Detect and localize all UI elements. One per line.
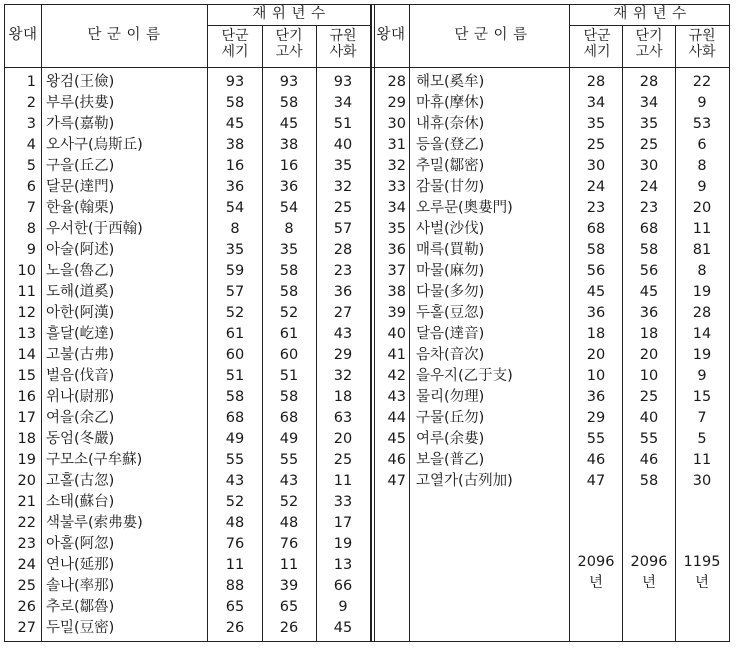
king-number: 25 <box>17 578 36 594</box>
dangun-name: 사벌(沙伐) <box>416 221 485 237</box>
header-col1-line1: 단군 <box>221 28 249 44</box>
reign-dangi-gosa: 26 <box>279 620 299 636</box>
dangun-name: 보을(普乙) <box>416 452 485 468</box>
reign-gyuwon-sahwa: 63 <box>333 410 353 426</box>
dangun-name: 고불(古弗) <box>46 347 115 363</box>
dangun-name: 매륵(買勒) <box>416 242 485 258</box>
reign-dangun-segi: 61 <box>225 326 245 342</box>
dangun-name: 달문(達門) <box>46 179 115 195</box>
reign-gyuwon-sahwa: 34 <box>333 95 353 111</box>
reign-dangi-gosa: 28 <box>639 74 659 90</box>
header-col2-left <box>263 28 315 60</box>
reign-gyuwon-sahwa: 66 <box>333 578 353 594</box>
header-col2-line2: 고사 <box>275 44 303 60</box>
header-col3-left <box>317 28 369 60</box>
reign-dangun-segi: 52 <box>225 305 245 321</box>
dangun-name: 위나(尉那) <box>46 389 115 405</box>
reign-dangun-segi: 55 <box>586 431 606 447</box>
reign-dangun-segi: 57 <box>225 284 245 300</box>
dangun-name: 노을(魯乙) <box>46 263 115 279</box>
dangun-name: 마물(麻勿) <box>416 263 485 279</box>
dangun-name: 아술(阿述) <box>46 242 115 258</box>
header-name-left: 단 군 이 름 <box>87 27 161 43</box>
reign-dangun-segi: 59 <box>225 263 245 279</box>
reign-dangun-segi: 23 <box>586 200 606 216</box>
reign-dangi-gosa: 51 <box>279 368 299 384</box>
reign-dangun-segi: 34 <box>586 95 606 111</box>
reign-gyuwon-sahwa: 20 <box>692 200 712 216</box>
dangun-name: 동엄(冬嚴) <box>46 431 115 447</box>
reign-gyuwon-sahwa: 30 <box>692 473 712 489</box>
king-number: 12 <box>17 305 36 321</box>
reign-dangi-gosa: 25 <box>639 137 659 153</box>
reign-gyuwon-sahwa: 6 <box>697 137 707 153</box>
reign-gyuwon-sahwa: 25 <box>333 200 353 216</box>
reign-dangi-gosa: 24 <box>639 179 659 195</box>
reign-dangi-gosa: 39 <box>279 578 299 594</box>
reign-gyuwon-sahwa: 8 <box>697 263 707 279</box>
header-col3-line1: 규원 <box>329 28 357 44</box>
reign-gyuwon-sahwa: 13 <box>333 557 353 573</box>
king-number: 38 <box>387 284 406 300</box>
reign-dangun-segi: 51 <box>225 368 245 384</box>
dangun-name: 색불루(索弗婁) <box>46 515 143 531</box>
king-number: 23 <box>17 536 36 552</box>
king-number: 30 <box>387 116 406 132</box>
table-row <box>4 618 730 639</box>
king-number: 18 <box>17 431 36 447</box>
reign-dangi-gosa: 58 <box>639 473 659 489</box>
reign-dangun-segi: 24 <box>586 179 606 195</box>
reign-dangun-segi: 29 <box>586 410 606 426</box>
king-number: 28 <box>387 74 406 90</box>
header-king-left: 왕대 <box>8 27 38 43</box>
reign-gyuwon-sahwa: 19 <box>692 347 712 363</box>
dangun-name: 가륵(嘉勒) <box>46 116 115 132</box>
reign-subheader-line-right <box>569 25 730 26</box>
reign-gyuwon-sahwa: 23 <box>333 263 353 279</box>
dangun-name: 두밀(豆密) <box>46 620 115 636</box>
header-col1-line2: 세기 <box>221 44 249 60</box>
total-value: 1195 <box>683 554 721 570</box>
king-number: 44 <box>387 410 406 426</box>
table-row <box>4 177 730 198</box>
king-number: 47 <box>387 473 406 489</box>
reign-gyuwon-sahwa: 11 <box>692 452 712 468</box>
king-number: 35 <box>387 221 406 237</box>
reign-dangun-segi: 18 <box>586 326 606 342</box>
reign-dangi-gosa: 30 <box>639 158 659 174</box>
header-col2-right <box>623 28 675 60</box>
reign-gyuwon-sahwa: 19 <box>333 536 353 552</box>
header-col2-line1: 단기 <box>275 28 303 44</box>
dangun-name: 두홀(豆忽) <box>416 305 485 321</box>
total-value: 2096 <box>577 554 615 570</box>
reign-dangi-gosa: 23 <box>639 200 659 216</box>
dangun-name: 벌음(伐音) <box>46 368 115 384</box>
reign-dangi-gosa: 11 <box>279 557 299 573</box>
dangun-name: 등올(登乙) <box>416 137 485 153</box>
reign-dangun-segi: 38 <box>225 137 245 153</box>
king-number: 29 <box>387 95 406 111</box>
reign-dangi-gosa: 52 <box>279 305 299 321</box>
total-col3 <box>676 552 728 594</box>
reign-dangun-segi: 35 <box>586 116 606 132</box>
reign-dangi-gosa: 55 <box>279 452 299 468</box>
reign-dangun-segi: 45 <box>225 116 245 132</box>
dangun-name: 왕검(王儉) <box>46 74 115 90</box>
table-row <box>4 450 730 471</box>
dangun-name: 구물(丘勿) <box>416 410 485 426</box>
reign-dangun-segi: 68 <box>225 410 245 426</box>
table-row <box>4 198 730 219</box>
dangun-name: 흘달(屹達) <box>46 326 115 342</box>
dangun-name: 오사구(烏斯丘) <box>46 137 143 153</box>
reign-dangun-segi: 35 <box>225 242 245 258</box>
king-number: 16 <box>17 389 36 405</box>
king-number: 20 <box>17 473 36 489</box>
reign-dangun-segi: 43 <box>225 473 245 489</box>
table-row <box>4 303 730 324</box>
reign-dangi-gosa: 48 <box>279 515 299 531</box>
dangun-name: 여을(余乙) <box>46 410 115 426</box>
reign-dangun-segi: 76 <box>225 536 245 552</box>
reign-dangi-gosa: 43 <box>279 473 299 489</box>
table-row <box>4 93 730 114</box>
reign-gyuwon-sahwa: 19 <box>692 284 712 300</box>
king-number: 40 <box>387 326 406 342</box>
king-number: 42 <box>387 368 406 384</box>
table-row <box>4 114 730 135</box>
header-reign-right: 재 위 년 수 <box>613 6 687 22</box>
reign-dangun-segi: 16 <box>225 158 245 174</box>
dangun-name: 오루문(奧婁門) <box>416 200 513 216</box>
table-row <box>4 240 730 261</box>
reign-dangi-gosa: 49 <box>279 431 299 447</box>
dangun-name: 해모(奚牟) <box>416 74 485 90</box>
table-row <box>4 366 730 387</box>
reign-dangi-gosa: 65 <box>279 599 299 615</box>
reign-dangun-segi: 49 <box>225 431 245 447</box>
reign-gyuwon-sahwa: 45 <box>333 620 353 636</box>
header-col2-line1: 단기 <box>635 28 663 44</box>
reign-dangi-gosa: 58 <box>639 242 659 258</box>
reign-gyuwon-sahwa: 36 <box>333 284 353 300</box>
dangun-name: 우서한(于西翰) <box>46 221 143 237</box>
total-col2 <box>623 552 675 594</box>
dangun-name: 추밀(鄒密) <box>416 158 485 174</box>
reign-dangi-gosa: 45 <box>639 284 659 300</box>
reign-dangi-gosa: 36 <box>639 305 659 321</box>
reign-gyuwon-sahwa: 51 <box>333 116 353 132</box>
reign-dangi-gosa: 46 <box>639 452 659 468</box>
reign-dangi-gosa: 52 <box>279 494 299 510</box>
reign-dangun-segi: 45 <box>586 284 606 300</box>
header-col1-line2: 세기 <box>583 44 611 60</box>
king-number: 21 <box>17 494 36 510</box>
dangun-name: 여루(余婁) <box>416 431 485 447</box>
king-number: 8 <box>26 221 36 237</box>
table-row <box>4 72 730 93</box>
reign-gyuwon-sahwa: 11 <box>333 473 353 489</box>
reign-gyuwon-sahwa: 35 <box>333 158 353 174</box>
king-number: 14 <box>17 347 36 363</box>
total-unit: 년 <box>588 575 603 591</box>
king-number: 37 <box>387 263 406 279</box>
header-name-right: 단 군 이 름 <box>454 27 528 43</box>
header-col3-line1: 규원 <box>688 28 716 44</box>
reign-dangun-segi: 36 <box>225 179 245 195</box>
king-number: 46 <box>387 452 406 468</box>
reign-dangun-segi: 60 <box>225 347 245 363</box>
reign-dangi-gosa: 45 <box>279 116 299 132</box>
reign-gyuwon-sahwa: 32 <box>333 179 353 195</box>
dangun-name: 한율(翰栗) <box>46 200 115 216</box>
king-number: 26 <box>17 599 36 615</box>
reign-dangi-gosa: 60 <box>279 347 299 363</box>
total-value: 2096 <box>630 554 668 570</box>
reign-dangi-gosa: 58 <box>279 95 299 111</box>
king-number: 45 <box>387 431 406 447</box>
king-number: 2 <box>26 95 36 111</box>
king-number: 31 <box>387 137 406 153</box>
dangun-name: 마휴(摩休) <box>416 95 485 111</box>
king-number: 41 <box>387 347 406 363</box>
header-col1-line1: 단군 <box>583 28 611 44</box>
header-col1-left <box>209 28 261 60</box>
king-number: 6 <box>26 179 36 195</box>
reign-dangi-gosa: 93 <box>279 74 299 90</box>
reign-gyuwon-sahwa: 9 <box>697 95 707 111</box>
dangun-name: 추로(鄒魯) <box>46 599 115 615</box>
dangun-name: 아홀(阿忽) <box>46 536 115 552</box>
reign-dangun-segi: 11 <box>225 557 245 573</box>
reign-dangun-segi: 36 <box>586 305 606 321</box>
total-col1 <box>570 552 622 594</box>
reign-gyuwon-sahwa: 53 <box>692 116 712 132</box>
reign-gyuwon-sahwa: 7 <box>697 410 707 426</box>
reign-dangun-segi: 56 <box>586 263 606 279</box>
king-number: 32 <box>387 158 406 174</box>
reign-dangun-segi: 88 <box>225 578 245 594</box>
reign-gyuwon-sahwa: 9 <box>338 599 348 615</box>
king-number: 22 <box>17 515 36 531</box>
dangun-name: 다물(多勿) <box>416 284 485 300</box>
dangun-name: 달음(達音) <box>416 326 485 342</box>
reign-gyuwon-sahwa: 9 <box>697 179 707 195</box>
reign-gyuwon-sahwa: 22 <box>692 74 712 90</box>
reign-dangi-gosa: 8 <box>284 221 294 237</box>
reign-dangi-gosa: 35 <box>279 242 299 258</box>
king-number: 4 <box>26 137 36 153</box>
reign-dangun-segi: 65 <box>225 599 245 615</box>
reign-gyuwon-sahwa: 43 <box>333 326 353 342</box>
reign-dangun-segi: 93 <box>225 74 245 90</box>
reign-gyuwon-sahwa: 9 <box>697 368 707 384</box>
king-number: 11 <box>17 284 36 300</box>
header-col3-line2: 사화 <box>688 44 716 60</box>
reign-dangi-gosa: 35 <box>639 116 659 132</box>
reign-gyuwon-sahwa: 29 <box>333 347 353 363</box>
reign-gyuwon-sahwa: 28 <box>333 242 353 258</box>
reign-gyuwon-sahwa: 33 <box>333 494 353 510</box>
king-number: 15 <box>17 368 36 384</box>
reign-gyuwon-sahwa: 18 <box>333 389 353 405</box>
king-number: 10 <box>17 263 36 279</box>
reign-dangi-gosa: 40 <box>639 410 659 426</box>
king-number: 13 <box>17 326 36 342</box>
table-row <box>4 597 730 618</box>
reign-gyuwon-sahwa: 27 <box>333 305 353 321</box>
reign-dangun-segi: 47 <box>586 473 606 489</box>
reign-dangi-gosa: 18 <box>639 326 659 342</box>
reign-gyuwon-sahwa: 28 <box>692 305 712 321</box>
king-number: 7 <box>26 200 36 216</box>
reign-dangi-gosa: 38 <box>279 137 299 153</box>
reign-dangi-gosa: 55 <box>639 431 659 447</box>
table-row <box>4 135 730 156</box>
reign-gyuwon-sahwa: 14 <box>692 326 712 342</box>
total-unit: 년 <box>641 575 656 591</box>
dangun-name: 연나(延那) <box>46 557 115 573</box>
dangun-name: 도해(道奚) <box>46 284 115 300</box>
reign-dangun-segi: 54 <box>225 200 245 216</box>
reign-dangi-gosa: 10 <box>639 368 659 384</box>
dangun-name: 구을(丘乙) <box>46 158 115 174</box>
king-number: 5 <box>26 158 36 174</box>
reign-dangi-gosa: 58 <box>279 389 299 405</box>
king-number: 33 <box>387 179 406 195</box>
table-row <box>4 387 730 408</box>
dangun-name: 구모소(구牟蘇) <box>46 452 143 468</box>
table-row <box>4 408 730 429</box>
king-number: 1 <box>26 74 36 90</box>
reign-dangun-segi: 20 <box>586 347 606 363</box>
reign-dangi-gosa: 56 <box>639 263 659 279</box>
reign-gyuwon-sahwa: 40 <box>333 137 353 153</box>
king-number: 34 <box>387 200 406 216</box>
dangun-name: 음차(音次) <box>416 347 485 363</box>
reign-dangun-segi: 8 <box>230 221 240 237</box>
reign-gyuwon-sahwa: 17 <box>333 515 353 531</box>
reign-dangi-gosa: 20 <box>639 347 659 363</box>
dangun-name: 을우지(乙于支) <box>416 368 513 384</box>
reign-dangun-segi: 58 <box>225 95 245 111</box>
header-col2-line2: 고사 <box>635 44 663 60</box>
header-reign-left: 재 위 년 수 <box>252 6 326 22</box>
table-row <box>4 492 730 513</box>
reign-dangun-segi: 48 <box>225 515 245 531</box>
dangun-name: 내휴(奈休) <box>416 116 485 132</box>
reign-gyuwon-sahwa: 5 <box>697 431 707 447</box>
reign-dangun-segi: 25 <box>586 137 606 153</box>
reign-gyuwon-sahwa: 25 <box>333 452 353 468</box>
dangun-name: 고홀(古忽) <box>46 473 115 489</box>
table-row <box>4 282 730 303</box>
reign-dangi-gosa: 76 <box>279 536 299 552</box>
reign-dangi-gosa: 68 <box>279 410 299 426</box>
reign-gyuwon-sahwa: 93 <box>333 74 353 90</box>
header-col3-line2: 사화 <box>329 44 357 60</box>
reign-dangun-segi: 26 <box>225 620 245 636</box>
king-number: 17 <box>17 410 36 426</box>
reign-dangun-segi: 36 <box>586 389 606 405</box>
king-number: 39 <box>387 305 406 321</box>
reign-dangun-segi: 46 <box>586 452 606 468</box>
king-number: 9 <box>26 242 36 258</box>
table-row <box>4 345 730 366</box>
reign-subheader-line-left <box>207 25 371 26</box>
table-row <box>4 219 730 240</box>
reign-dangi-gosa: 25 <box>639 389 659 405</box>
dangun-name: 부루(扶婁) <box>46 95 115 111</box>
table-row <box>4 324 730 345</box>
dangun-name: 솔나(率那) <box>46 578 115 594</box>
header-col3-right <box>676 28 728 60</box>
reign-dangun-segi: 52 <box>225 494 245 510</box>
header-king-right: 왕대 <box>376 27 406 43</box>
reign-dangun-segi: 58 <box>225 389 245 405</box>
reign-gyuwon-sahwa: 20 <box>333 431 353 447</box>
reign-dangun-segi: 10 <box>586 368 606 384</box>
king-number: 36 <box>387 242 406 258</box>
king-number: 43 <box>387 389 406 405</box>
reign-gyuwon-sahwa: 81 <box>692 242 712 258</box>
reign-gyuwon-sahwa: 11 <box>692 221 712 237</box>
table-row <box>4 156 730 177</box>
reign-dangi-gosa: 16 <box>279 158 299 174</box>
king-number: 3 <box>26 116 36 132</box>
reign-dangun-segi: 55 <box>225 452 245 468</box>
dangun-name: 소태(蘇台) <box>46 494 115 510</box>
table-row <box>4 429 730 450</box>
dangun-name: 아한(阿漢) <box>46 305 115 321</box>
reign-gyuwon-sahwa: 32 <box>333 368 353 384</box>
king-number: 27 <box>17 620 36 636</box>
reign-dangun-segi: 28 <box>586 74 606 90</box>
reign-dangun-segi: 30 <box>586 158 606 174</box>
dangun-name: 감물(甘勿) <box>416 179 485 195</box>
reign-dangi-gosa: 58 <box>279 263 299 279</box>
table-row <box>4 471 730 492</box>
table-row <box>4 261 730 282</box>
reign-gyuwon-sahwa: 15 <box>692 389 712 405</box>
dangun-name: 고열가(古列加) <box>416 473 513 489</box>
reign-gyuwon-sahwa: 57 <box>333 221 353 237</box>
reign-dangun-segi: 58 <box>586 242 606 258</box>
reign-dangi-gosa: 58 <box>279 284 299 300</box>
king-number: 24 <box>17 557 36 573</box>
reign-dangun-segi: 68 <box>586 221 606 237</box>
reign-dangi-gosa: 36 <box>279 179 299 195</box>
dangun-name: 물리(勿理) <box>416 389 485 405</box>
reign-dangi-gosa: 61 <box>279 326 299 342</box>
reign-table <box>4 4 732 645</box>
king-number: 19 <box>17 452 36 468</box>
header-col1-right <box>571 28 623 60</box>
reign-dangi-gosa: 54 <box>279 200 299 216</box>
reign-gyuwon-sahwa: 8 <box>697 158 707 174</box>
table-row <box>4 513 730 534</box>
reign-dangi-gosa: 68 <box>639 221 659 237</box>
total-unit: 년 <box>694 575 709 591</box>
reign-dangi-gosa: 34 <box>639 95 659 111</box>
